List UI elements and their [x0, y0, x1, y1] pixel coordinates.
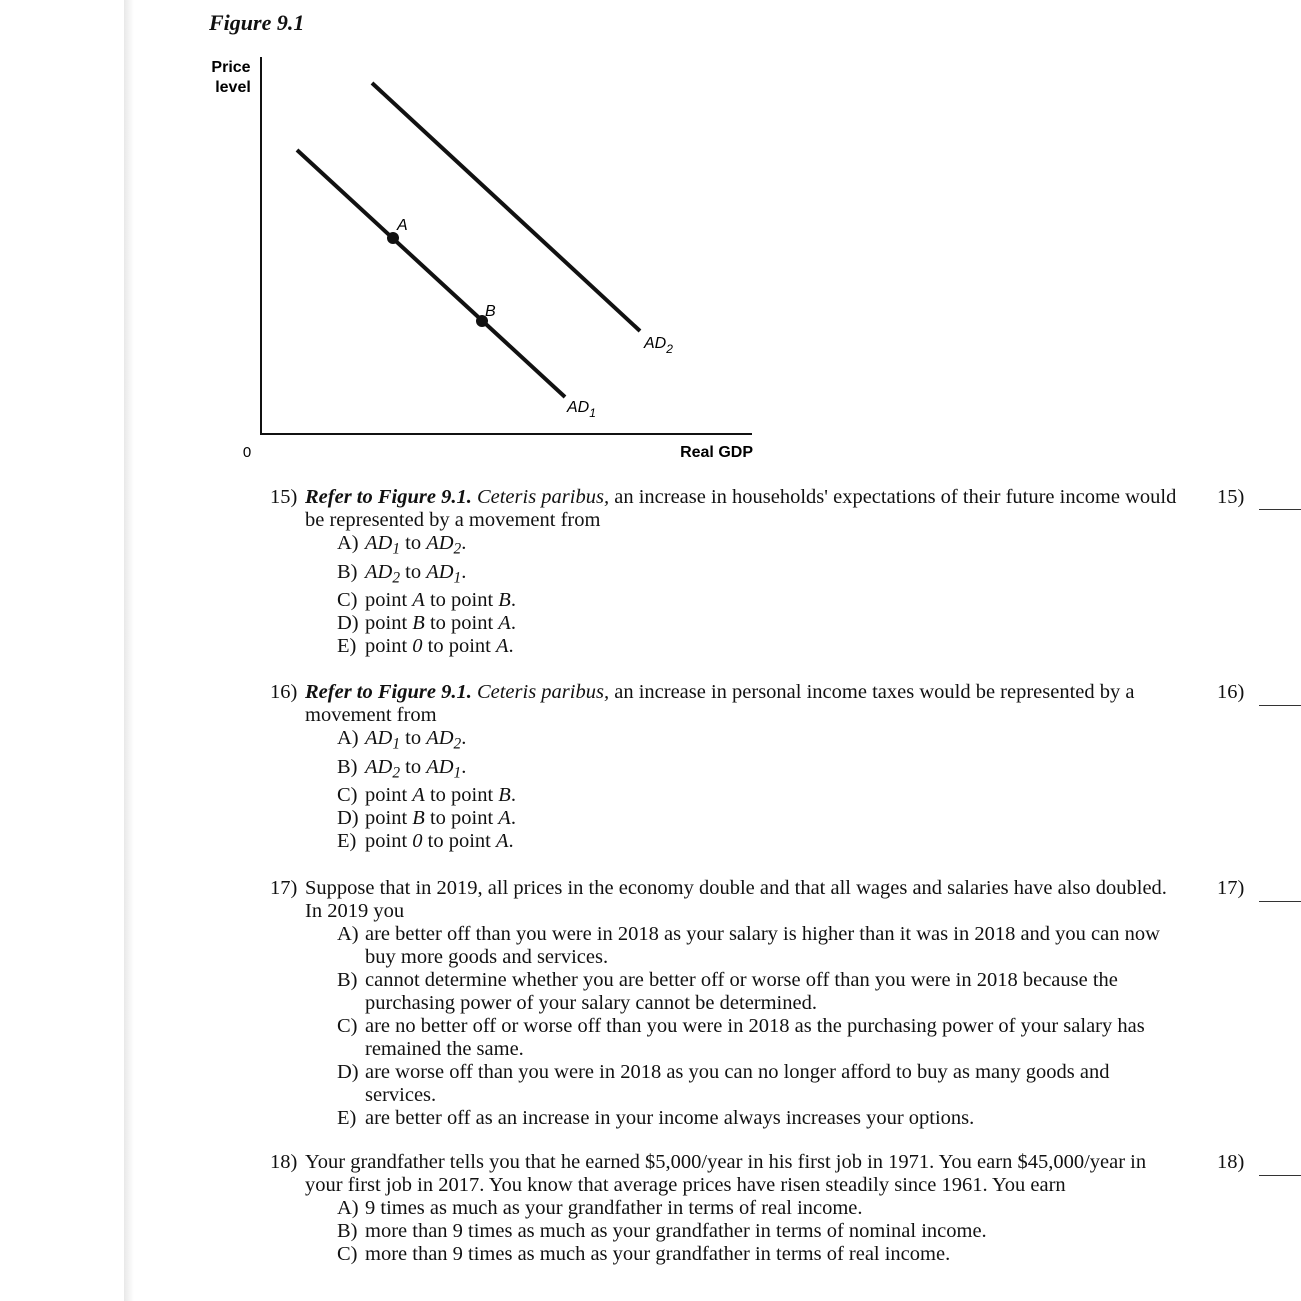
- option-b[interactable]: B) more than 9 times as much as your grandfather in terms of nominal income.: [337, 1220, 987, 1242]
- answer-number-16: 16): [1217, 681, 1245, 703]
- question-stem: 17) Suppose that in 2019, all prices in the economy double and that all wages and salaries have also doubled. In 2019 you: [270, 877, 1167, 922]
- y-axis-label-line2: level: [215, 79, 251, 96]
- option-c[interactable]: C) point A to point B.: [337, 784, 516, 806]
- question-15: [270, 486, 1180, 658]
- answer-blank-18[interactable]: [1259, 1175, 1301, 1176]
- option-c[interactable]: C) point A to point B.: [337, 589, 516, 611]
- question-number: 16): [270, 681, 298, 703]
- question-stem: 15) Refer to Figure 9.1. Ceteris paribus, an increase in households' expectations of their future income would be represented by a movement from: [270, 486, 1177, 531]
- option-a[interactable]: A) 9 times as much as your grandfather in terms of real income.: [337, 1197, 863, 1219]
- option-d[interactable]: D) point B to point A.: [337, 612, 516, 634]
- answer-blank-17[interactable]: [1259, 901, 1301, 902]
- option-c[interactable]: C) are no better off or worse off than you were in 2018 as the purchasing power of your salary has remained the same.: [337, 1015, 1145, 1060]
- x-axis-label: Real GDP: [680, 444, 753, 461]
- question-18: [270, 1151, 1180, 1266]
- option-e[interactable]: E) are better off as an increase in your income always increases your options.: [337, 1107, 975, 1129]
- option-b[interactable]: B) cannot determine whether you are better off or worse off than you were in 2018 because the purchasing power of your salary cannot be determined.: [337, 969, 1118, 1014]
- option-d[interactable]: D) are worse off than you were in 2018 as you can no longer afford to buy as many goods and services.: [337, 1061, 1110, 1106]
- y-axis-label-line1: Price: [211, 59, 251, 76]
- ad1-label: $AD_1$: [567, 399, 596, 420]
- answer-number-18: 18): [1217, 1151, 1245, 1173]
- question-16: [270, 681, 1180, 853]
- option-e[interactable]: E) point 0 to point A.: [337, 635, 514, 657]
- ad2-label: $AD_2$: [644, 335, 673, 356]
- figure-9-1-graph: [0, 0, 1301, 480]
- question-stem: 18) Your grandfather tells you that he earned $5,000/year in his first job in 1971. You earn $45,000/year in your first job in 2017. You know that average prices have risen steadily since 1961. You earn: [270, 1151, 1147, 1196]
- option-b[interactable]: B) $AD_2$ to $AD_1$.: [337, 561, 467, 587]
- origin-label: 0: [242, 444, 252, 461]
- point-a-label: A: [397, 217, 408, 234]
- answer-number-17: 17): [1217, 877, 1245, 899]
- point-b-label: B: [485, 303, 496, 320]
- answer-blank-16[interactable]: [1259, 705, 1301, 706]
- option-e[interactable]: E) point 0 to point A.: [337, 830, 514, 852]
- option-a[interactable]: A) $AD_1$ to $AD_2$.: [337, 727, 467, 753]
- option-b[interactable]: B) $AD_2$ to $AD_1$.: [337, 756, 467, 782]
- option-d[interactable]: D) point B to point A.: [337, 807, 516, 829]
- option-c[interactable]: C) more than 9 times as much as your grandfather in terms of real income.: [337, 1243, 951, 1265]
- question-number: 18): [270, 1151, 298, 1173]
- ad1-curve: [297, 150, 565, 397]
- question-number: 15): [270, 486, 298, 508]
- question-stem: 16) Refer to Figure 9.1. Ceteris paribus, an increase in personal income taxes would be represented by a movement from: [270, 681, 1135, 726]
- option-a[interactable]: A) are better off than you were in 2018 as your salary is higher than it was in 2018 and you can now buy more goods and services.: [337, 923, 1160, 968]
- answer-number-15: 15): [1217, 486, 1245, 508]
- question-number: 17): [270, 877, 298, 899]
- answer-blank-15[interactable]: [1259, 509, 1301, 510]
- ad2-curve: [372, 83, 640, 331]
- option-a[interactable]: A) $AD_1$ to $AD_2$.: [337, 532, 467, 558]
- question-17: [270, 877, 1180, 1130]
- figure-title: Figure 9.1: [209, 10, 305, 35]
